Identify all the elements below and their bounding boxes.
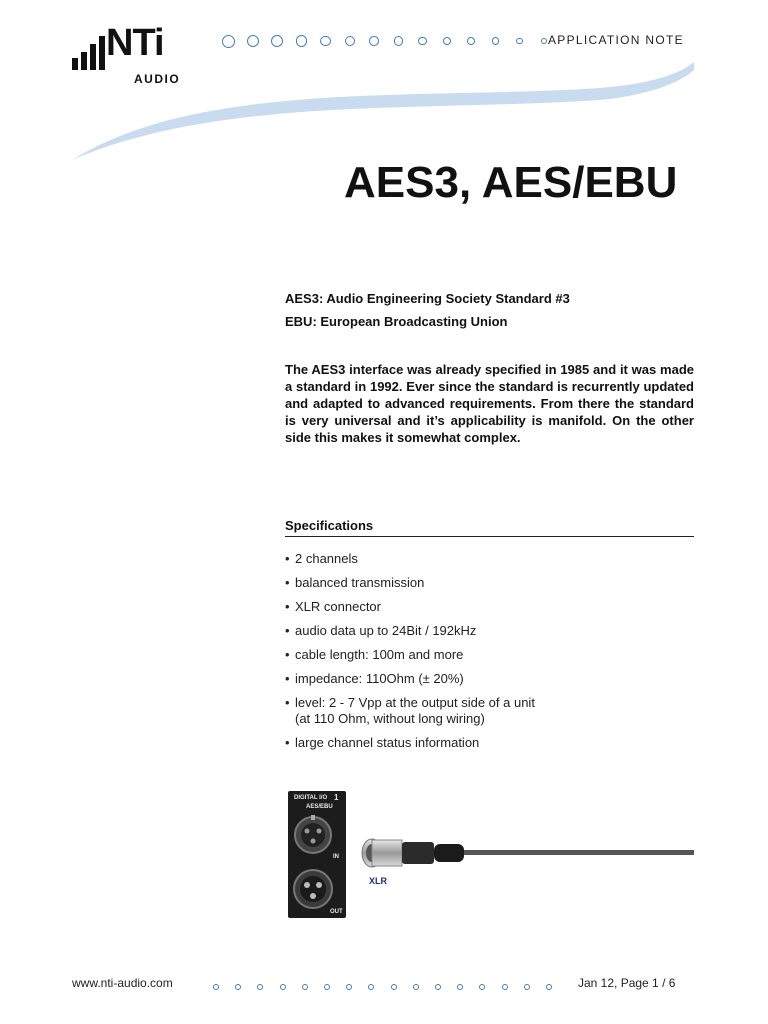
decorative-dot-icon [280,984,286,990]
bullet-icon: • [285,735,290,750]
spec-item [285,671,694,687]
panel-out-label: OUT [330,909,343,915]
decorative-dot-icon [320,36,331,47]
spec-item-text: cable length: 100m and more [295,647,464,662]
spec-item-continuation: (at 110 Ohm, without long wiring) [295,711,485,726]
definition-aes3: AES3: Audio Engineering Society Standard #3 [285,291,570,306]
decorative-dot-icon [394,36,403,45]
decorative-dot-icon [213,984,219,990]
document-type-label: APPLICATION NOTE [548,33,684,47]
decorative-dot-icon [369,36,379,46]
decorative-dot-icon [346,984,352,990]
decorative-dot-icon [257,984,263,990]
decorative-dot-icon [271,35,283,47]
logo-subtitle: AUDIO [134,72,181,86]
decorative-dot-icon [324,984,330,990]
spec-item [285,551,694,567]
panel-subtitle: AES/EBU [306,804,333,810]
spec-item-text: XLR connector [295,599,381,614]
intro-paragraph: The AES3 interface was already specified in 1985 and it was made a standard in 1992. Ever since the standard is recurrently updated and adapted to advanced requirements. From there the standard is very universal and it’s applicability is manifold. On the other side this makes it somewhat complex. [285,362,694,445]
decorative-dot-icon [222,35,235,48]
xlr-connector-image [360,830,696,876]
panel-title: DIGITAL I/O [294,795,328,801]
decorative-dot-icon [435,984,441,990]
spec-item-text: impedance: 110Ohm (± 20%) [295,671,464,686]
panel-number: 1 [334,793,339,802]
spec-item [285,575,694,591]
decorative-dot-icon [413,984,419,990]
decorative-dot-icon [345,36,355,46]
decorative-dot-icon [524,984,530,990]
logo-wordmark: NTi [106,22,164,64]
spec-item [285,647,694,663]
bullet-icon: • [285,671,290,686]
xlr-caption: XLR [369,876,387,886]
spec-item-text: audio data up to 24Bit / 192kHz [295,623,477,638]
decorative-dot-icon [418,37,427,46]
bullet-icon: • [285,599,290,614]
nti-audio-logo [72,22,202,90]
bullet-icon: • [285,695,290,710]
decorative-dot-icon [302,984,308,990]
spec-item-text: balanced transmission [295,575,425,590]
footer-dots [213,980,573,990]
bullet-icon: • [285,647,290,662]
decorative-dot-icon [296,35,307,46]
bullet-icon: • [285,623,290,638]
definition-ebu: EBU: European Broadcasting Union [285,314,508,329]
aes-ebu-panel-image [288,791,346,918]
specifications-list [285,551,694,759]
decorative-dot-icon [516,38,523,45]
xlr-female-socket-icon [291,813,343,857]
spec-item-text: 2 channels [295,551,358,566]
page-title: AES3, AES/EBU [344,158,678,207]
decorative-dot-icon [247,35,259,47]
header-dots [222,34,542,48]
decorative-dot-icon [368,984,374,990]
footer-page-info: Jan 12, Page 1 / 6 [578,976,676,990]
spec-item [285,623,694,639]
spec-item [285,695,694,727]
spec-item [285,735,694,751]
spec-item-text: level: 2 - 7 Vpp at the output side of a unit [295,695,535,710]
footer-url-link[interactable]: www.nti-audio.com [72,976,173,990]
panel-in-label: IN [333,854,339,860]
spec-item-text: large channel status information [295,735,480,750]
spec-item [285,599,694,615]
specifications-heading: Specifications [285,518,694,537]
bullet-icon: • [285,551,290,566]
decorative-dot-icon [546,984,552,990]
decorative-dot-icon [467,37,475,45]
decorative-dot-icon [235,984,241,990]
decorative-dot-icon [541,38,547,44]
xlr-male-socket-icon [291,865,343,913]
decorative-dot-icon [502,984,508,990]
decorative-dot-icon [457,984,463,990]
decorative-dot-icon [479,984,485,990]
decorative-dot-icon [443,37,451,45]
decorative-dot-icon [492,37,499,44]
bullet-icon: • [285,575,290,590]
decorative-dot-icon [391,984,397,990]
